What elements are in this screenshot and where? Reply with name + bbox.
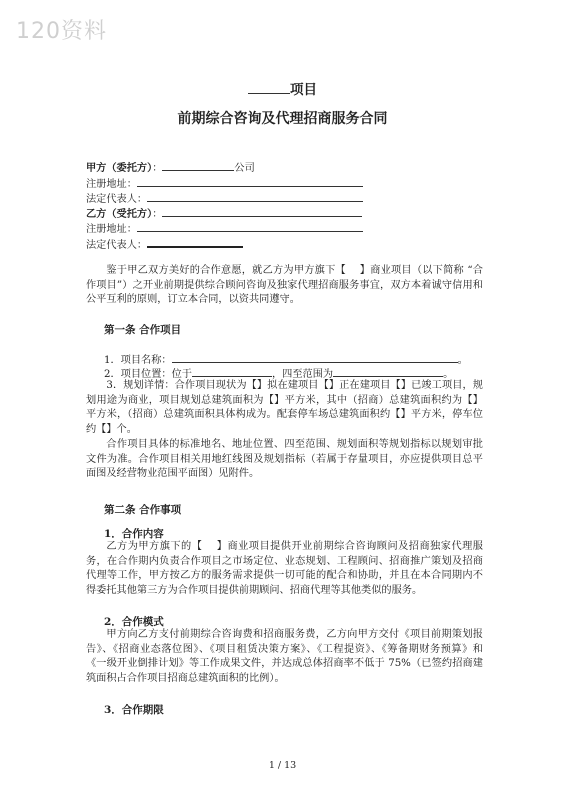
party-b-rep-label: 法定代表人： [86,240,148,251]
s1-item1-end: 。 [457,355,468,366]
section1-title: 第一条 合作项目 [104,324,182,336]
s2-sub2-title: 2．合作模式 [104,616,164,628]
party-a-suffix: 公司 [234,163,255,174]
s1-item2-label: 2．项目位置：位于 [104,369,192,380]
party-a-row [86,159,255,176]
s1-item2-mid: ，四至范围为 [271,369,334,380]
party-b-colon: ： [152,209,163,220]
party-a-colon: ： [152,163,163,174]
page-number: 1 / 13 [268,760,297,771]
contract-title: 前期综合咨询及代理招商服务合同 [177,111,388,127]
party-b-rep-blank [147,235,243,248]
party-b-address-blank [137,220,363,232]
s1-item2-blank2 [333,365,443,377]
s1-item2-end: 。 [443,369,454,380]
s2-sub3-title: 3．合作期限 [104,704,164,716]
preamble-paragraph: 鉴于甲乙双方美好的合作意愿，就乙方为甲方旗下【 】商业项目（以下简称 “合作项目”）之开业前期提供综合顾问咨询及独家代理招商服务事宜，双方本着诚守信用和公平互利的原则，订立本合同，以资共同遵守。 [86,265,483,306]
watermark: 120资料 [16,19,107,44]
title-line1-text: 项目 [290,82,317,98]
party-a-address-blank [137,175,363,187]
party-a-blank [162,159,234,171]
s1-item2-blank1 [192,365,272,377]
section2-title: 第二条 合作事项 [104,504,182,516]
party-a-rep-blank [147,190,363,202]
s1-paragraph: 合作项目具体的标准地名、地址位置、四至范围、规划面积等规划指标以规划审批文件为准。合作项目相关用地红线图及规划指标（若属于存量项目，亦应提供项目总平面图及经营物业范围平面图）见附件。 [86,439,483,480]
s1-item1-label: 1．项目名称： [104,355,172,366]
s2-paragraph1: 乙方为甲方旗下的【 】商业项目提供开业前期综合咨询顾问及招商独家代理服务，在合作期内负责合作项目之市场定位、业态规划、工程顾问、招商推广策划及招商代理等工作，甲方按乙方的服务需求提供一切可能的配合和协助，并且在本合同期内不得委托其他第三方为合作项目提供前期顾问、招商代理等其他类似的服务。 [86,541,483,596]
contract-title-project [0,78,565,98]
party-a-label: 甲方（委托方） [86,162,153,174]
party-a-address-label: 注册地址： [86,179,137,190]
party-b-rep-row [86,235,243,253]
party-b-address-label: 注册地址： [86,224,137,235]
s1-item3-paragraph: 3．规划详情：合作项目现状为【】拟在建项目【】正在建项目【】已竣工项目，规划用途为商业，项目规划总建筑面积为【】平方米，其中（招商）总建筑面积约为【】平方米，（招商）总建筑面积具体构成为。配套停车场总建筑面积约【】平方米，停车位约【】个。 [86,380,483,435]
party-b-label: 乙方（受托方） [86,208,153,220]
title-blank [248,82,290,94]
s2-paragraph2: 甲方向乙方支付前期综合咨询费和招商服务费，乙方向甲方交付《项目前期策划报告》、《招商业态落位图》、《项目租赁决策方案》、《工程提资》、《筹备期财务预算》和《一级开业倒排计划》等工作成果文件，并达成总体招商率不低于 75%（已签约招商建筑面积占合作项目招商总建筑面积的比例）。 [86,629,483,684]
s2-sub1-title: 1．合作内容 [104,528,164,540]
party-a-rep-label: 法定代表人： [86,194,148,205]
party-b-blank [162,205,362,217]
s1-item1-blank [172,351,458,363]
